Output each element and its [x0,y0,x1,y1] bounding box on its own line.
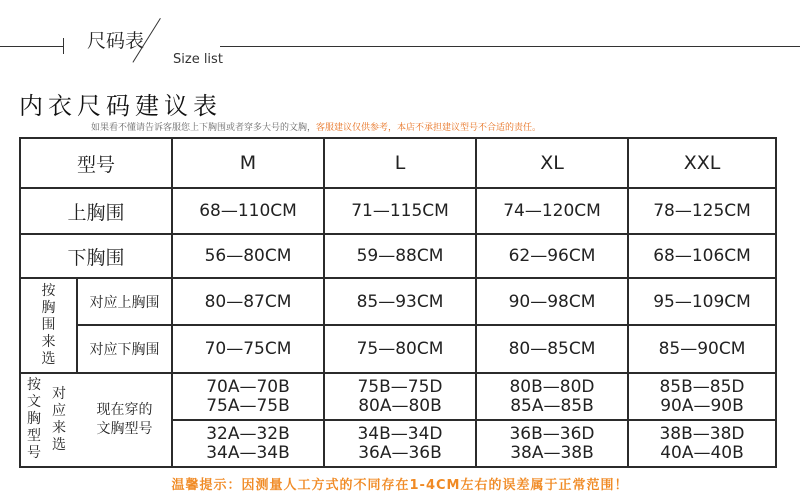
table-rule [19,466,777,468]
tip-text: 温馨提示：因测量人工方式的不同存在1-4CM左右的误差属于正常范围！ [171,478,629,493]
table-cell: 71—115CM [351,201,449,221]
bra-size: 90A—90B [660,395,744,416]
row-label-lower-bust: 下胸围 [67,246,125,269]
section-subtitle: Size list [173,52,223,67]
bra-size: 85B—85D [659,376,745,397]
current-bra-label-line1: 现在穿的 [96,402,153,418]
bra-size: 80A—80B [358,395,442,416]
size-header-m: M [239,152,257,174]
size-header-xl: XL [540,152,564,174]
note-text: 如果看不懂请告诉客服您上下胸围或者穿多大号的文胸， [91,123,317,133]
bra-size: 75A—75B [206,395,290,416]
table-cell: 85—93CM [356,291,444,312]
table-cell: 90—98CM [508,291,596,312]
row-label-by-lower: 对应下胸围 [89,342,160,358]
table-cell: 80—87CM [204,291,292,312]
table-cell: 62—96CM [508,246,596,266]
group-label-by-bra-col1: 按文胸型号 [27,377,41,461]
bra-size: 34A—34B [206,442,290,463]
bra-size: 40A—40B [660,442,744,463]
main-title: 内衣尺码建议表 [19,92,222,120]
table-cell: 78—125CM [653,201,751,221]
table-cell: 70—75CM [204,339,292,359]
size-header-xxl: XXL [683,152,721,174]
table-rule [775,137,777,468]
header-rule-left [0,46,64,47]
group-label-by-bra-col2: 对应来选 [52,386,66,453]
table-cell [629,421,775,466]
table-cell [477,374,627,419]
table-cell: 85—90CM [658,339,746,359]
bra-size: 38A—38B [510,442,594,463]
table-cell [173,421,323,466]
table-cell [325,374,475,419]
bra-size: 70A—70B [206,376,290,397]
table-header-label: 型号 [76,153,115,176]
table-cell: 95—109CM [653,291,751,312]
table-cell: 68—110CM [199,201,297,221]
section-title: 尺码表 [87,30,145,52]
bra-size: 38B—38D [659,423,745,444]
bra-size: 85A—85B [510,395,594,416]
note [91,120,541,133]
table-cell: 80—85CM [508,339,596,359]
table-cell [325,421,475,466]
table-cell: 59—88CM [356,246,444,266]
table-cell [173,374,323,419]
group-label-by-bust-text: 按胸围来选 [41,283,56,367]
row-label-current-bra [78,374,171,466]
table-cell: 75—80CM [356,339,444,359]
header-tick [63,38,64,54]
table-cell [629,374,775,419]
row-label-upper-bust: 上胸围 [67,201,125,224]
table-cell: 56—80CM [204,246,292,266]
bra-size: 32A—32B [206,423,290,444]
bra-size: 36B—36D [509,423,595,444]
size-header-l: L [394,152,406,174]
bra-size: 75B—75D [357,376,443,397]
bra-size: 36A—36B [358,442,442,463]
header-rule-right [220,46,800,47]
bra-size: 80B—80D [509,376,595,397]
group-label-by-bra [21,374,76,466]
row-label-by-upper: 对应上胸围 [89,294,160,311]
table-cell [477,421,627,466]
table-cell: 68—106CM [653,246,751,266]
group-label-by-bust [21,279,76,372]
note-highlight: 客服建议仅供参考，本店不承担建议型号不合适的责任。 [316,123,542,133]
table-cell: 74—120CM [503,201,601,221]
current-bra-label-line2: 文胸型号 [96,421,153,437]
bra-size: 34B—34D [357,423,443,444]
